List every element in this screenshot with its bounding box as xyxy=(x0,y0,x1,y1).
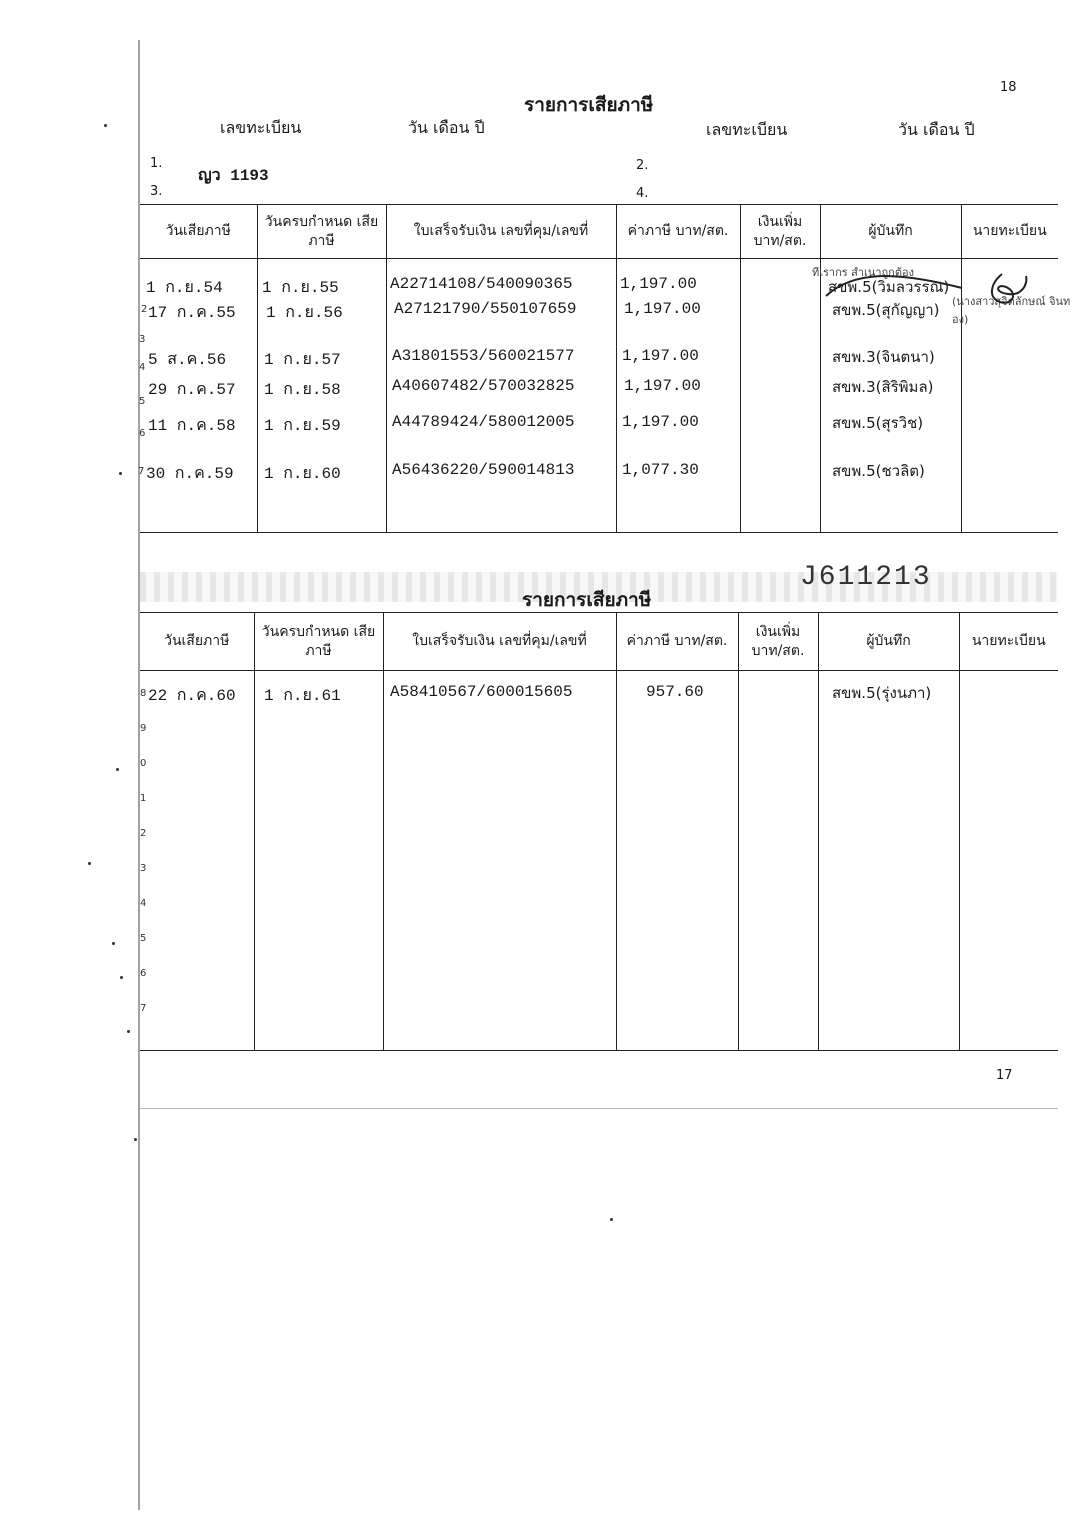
date-label-right: วัน เดือน ปี xyxy=(898,120,975,139)
table-2-bottom-rule xyxy=(140,1050,1058,1051)
tax-amount: 1,197.00 xyxy=(624,300,701,318)
slot-number: 3. xyxy=(150,184,163,199)
due-date: 1 ก.ย.60 xyxy=(264,465,341,483)
column-body xyxy=(254,671,383,1051)
row-marker: 7 xyxy=(140,1003,147,1014)
row-marker: 3 xyxy=(140,863,147,874)
certification-stamp: ทีเรากร สำเนาถูกต้อง xyxy=(812,266,914,279)
paid-date: 22 ก.ค.60 xyxy=(148,687,236,705)
recorder: สขพ.5(รุ่งนภา) xyxy=(832,684,932,702)
slot-number: 1. xyxy=(150,156,163,171)
col-header-registrar: นายทะเบียน xyxy=(959,613,1058,671)
recorder: สขพ.3(สิริพิมล) xyxy=(832,378,934,396)
col-header-recorder: ผู้บันทึก xyxy=(818,613,959,671)
row-marker: 5 xyxy=(140,933,147,944)
scan-speck xyxy=(127,1030,130,1033)
due-date: 1 ก.ย.58 xyxy=(264,381,341,399)
row-marker: 6 xyxy=(140,968,147,979)
due-date: 1 ก.ย.56 xyxy=(266,304,343,322)
tax-amount: 1,077.30 xyxy=(622,461,699,479)
recorder: สขพ.5(สุกัญญา) xyxy=(832,301,940,319)
serial-number: J611213 xyxy=(800,562,932,593)
tax-amount: 1,197.00 xyxy=(620,275,697,293)
receipt-number: A56436220/590014813 xyxy=(392,461,575,479)
paid-date: 5 ส.ค.56 xyxy=(148,351,227,369)
column-body xyxy=(959,671,1058,1051)
paid-date: 1 ก.ย.54 xyxy=(146,279,223,297)
col-header-paid-date: วันเสียภาษี xyxy=(140,613,254,671)
col-header-surcharge: เงินเพิ่ม บาท/สต. xyxy=(740,205,820,259)
due-date: 1 ก.ย.57 xyxy=(264,351,341,369)
page-bottom-edge xyxy=(140,1108,1058,1109)
section1-title: รายการเสียภาษี xyxy=(524,94,654,116)
column-body xyxy=(616,671,738,1051)
row-marker: 6 xyxy=(139,428,146,439)
receipt-number: A58410567/600015605 xyxy=(390,683,573,701)
reg-number-label-left: เลขทะเบียน xyxy=(220,118,302,137)
tax-amount: 1,197.00 xyxy=(624,377,701,395)
recorder: สขพ.5(ชวลิต) xyxy=(832,462,925,480)
slot-number: 4. xyxy=(636,186,649,201)
row-marker: 8 xyxy=(140,688,147,699)
row-marker: 2 xyxy=(141,304,148,315)
column-body xyxy=(740,259,820,533)
col-header-receipt: ใบเสร็จรับเงิน เลขที่คุม/เลขที่ xyxy=(386,205,616,259)
paid-date: 11 ก.ค.58 xyxy=(148,417,236,435)
page-number-top: 18 xyxy=(1000,80,1017,95)
row-marker: 9 xyxy=(140,723,147,734)
col-header-surcharge: เงินเพิ่ม บาท/สต. xyxy=(738,613,818,671)
col-header-due-date: วันครบกำหนด เสียภาษี xyxy=(254,613,383,671)
column-body xyxy=(140,671,254,1051)
col-header-tax: ค่าภาษี บาท/สต. xyxy=(616,205,740,259)
col-header-recorder: ผู้บันทึก xyxy=(820,205,961,259)
registrar-signature xyxy=(812,266,1052,310)
scan-speck xyxy=(134,1138,137,1141)
column-body xyxy=(818,671,959,1051)
tax-amount: 1,197.00 xyxy=(622,413,699,431)
row-marker: 1 xyxy=(140,793,147,804)
column-body xyxy=(738,671,818,1051)
scan-speck xyxy=(116,768,119,771)
row-marker: 3 xyxy=(139,334,146,345)
receipt-number: A31801553/560021577 xyxy=(392,347,575,365)
paid-date: 30 ก.ค.59 xyxy=(146,465,234,483)
scan-speck xyxy=(120,976,123,979)
section2-title: รายการเสียภาษี xyxy=(522,589,652,611)
table-1-bottom-rule xyxy=(140,532,1058,533)
date-label-left: วัน เดือน ปี xyxy=(408,118,485,137)
row-marker: 0 xyxy=(140,758,147,769)
tax-amount: 957.60 xyxy=(646,683,704,701)
due-date: 1 ก.ย.59 xyxy=(264,417,341,435)
paid-date: 17 ก.ค.55 xyxy=(148,304,236,322)
officer-name-stamp: (นางสาวสุจิตลักษณ์ จินทอง) xyxy=(952,295,1071,326)
col-header-registrar: นายทะเบียน xyxy=(961,205,1058,259)
scan-speck xyxy=(104,124,107,127)
scan-speck xyxy=(112,942,115,945)
slot-number: 2. xyxy=(636,158,649,173)
due-date: 1 ก.ย.55 xyxy=(262,279,339,297)
tax-ledger-table-2 xyxy=(140,612,1058,1050)
recorder: สขพ.3(จินตนา) xyxy=(832,348,935,366)
scan-speck xyxy=(88,862,91,865)
receipt-number: A44789424/580012005 xyxy=(392,413,575,431)
row-marker: 2 xyxy=(140,828,147,839)
row-marker: 4 xyxy=(140,898,147,909)
receipt-number: A40607482/570032825 xyxy=(392,377,575,395)
scan-speck xyxy=(119,472,122,475)
recorder: สขพ.5(สุรวิช) xyxy=(832,414,924,432)
due-date: 1 ก.ย.61 xyxy=(264,687,341,705)
tax-amount: 1,197.00 xyxy=(622,347,699,365)
col-header-receipt: ใบเสร็จรับเงิน เลขที่คุม/เลขที่ xyxy=(383,613,616,671)
row-marker: 5 xyxy=(139,396,146,407)
reg-number-label-right: เลขทะเบียน xyxy=(706,120,788,139)
col-header-paid-date: วันเสียภาษี xyxy=(140,205,257,259)
col-header-due-date: วันครบกำหนด เสียภาษี xyxy=(257,205,386,259)
page-number-bottom: 17 xyxy=(996,1068,1013,1083)
column-body xyxy=(383,671,616,1051)
paid-date: 29 ก.ค.57 xyxy=(148,381,236,399)
receipt-number: A27121790/550107659 xyxy=(394,300,577,318)
receipt-number: A22714108/540090365 xyxy=(390,275,573,293)
col-header-tax: ค่าภาษี บาท/สต. xyxy=(616,613,738,671)
recorder: สขพ.5(วิมลวรรณ) xyxy=(828,278,950,296)
registration-number: ญว 1193 xyxy=(198,167,269,185)
row-marker: 7 xyxy=(138,466,145,477)
row-marker: 4 xyxy=(139,362,146,373)
scan-speck xyxy=(610,1218,613,1221)
